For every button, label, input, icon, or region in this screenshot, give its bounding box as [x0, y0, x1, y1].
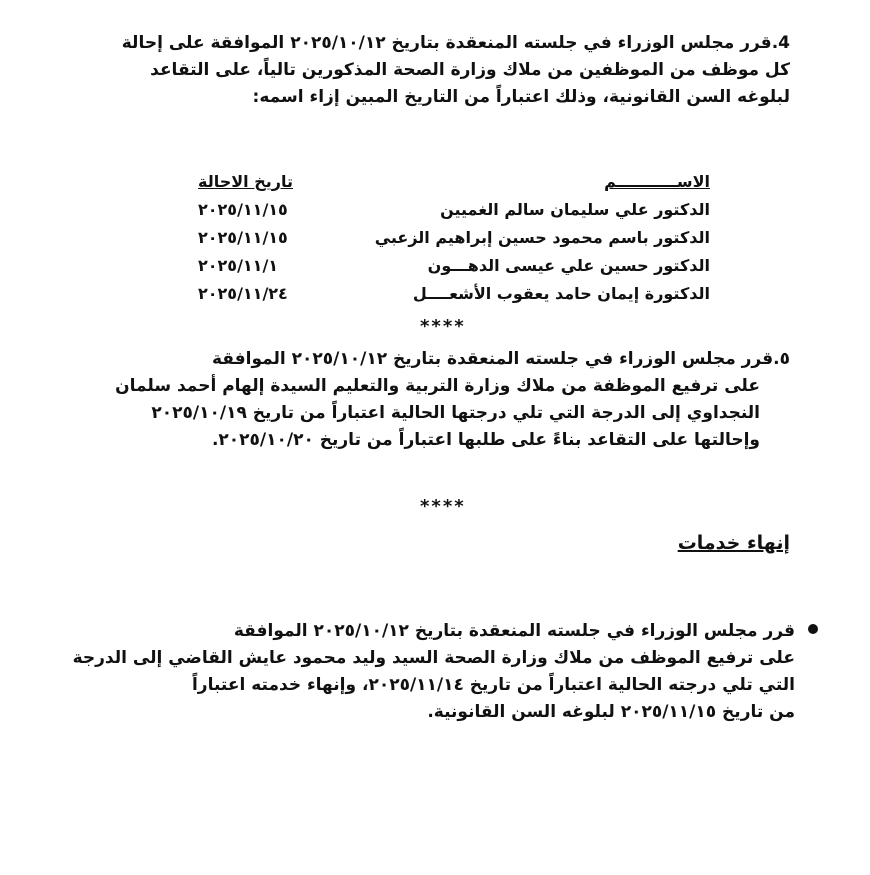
separator-2: **** [420, 496, 466, 517]
section-heading: إنهاء خدمات [677, 532, 790, 554]
header-date: تاريخ الاحالة [198, 172, 293, 191]
decision-6-paragraph [60, 618, 795, 726]
decision-6-line-1: قرر مجلس الوزراء في جلسته المنعقدة بتاريخ ٢٠٢٥/١٠/١٢ الموافقة [233, 621, 795, 641]
row-name: الدكتور علي سليمان سالم الغميين [440, 200, 710, 219]
header-name: الاســـــــــــم [604, 172, 710, 191]
decision-6-line-4: من تاريخ ٢٠٢٥/١١/١٥ لبلوغه السن القانونية. [427, 702, 795, 722]
decision-4-paragraph [60, 30, 790, 111]
table-row [190, 228, 710, 256]
retirement-table [190, 172, 710, 312]
table-header [190, 172, 710, 200]
separator-1: **** [420, 316, 466, 337]
row-date: ٢٠٢٥/١١/٢٤ [198, 284, 288, 303]
decision-6-line-2: على ترفيع الموظف من ملاك وزارة الصحة السيد وليد محمود عايش القاضي إلى الدرجة [72, 648, 795, 668]
row-date: ٢٠٢٥/١١/١٥ [198, 228, 288, 247]
table-row [190, 284, 710, 312]
decision-4-line-1: 4.قرر مجلس الوزراء في جلسته المنعقدة بتاريخ ٢٠٢٥/١٠/١٢ الموافقة على إحالة [121, 33, 790, 53]
decision-5-line-2: على ترفيع الموظفة من ملاك وزارة التربية والتعليم السيدة إلهام أحمد سلمان [115, 376, 760, 396]
table-row [190, 256, 710, 284]
row-date: ٢٠٢٥/١١/١ [198, 256, 279, 275]
decision-4-line-2: كل موظف من الموظفين من ملاك وزارة الصحة المذكورين تالياً، على التقاعد [150, 60, 790, 80]
decision-5-line-1: ٥.قرر مجلس الوزراء في جلسته المنعقدة بتاريخ ٢٠٢٥/١٠/١٢ الموافقة [211, 349, 790, 369]
row-date: ٢٠٢٥/١١/١٥ [198, 200, 288, 219]
decision-5-number: ٥. [773, 349, 790, 369]
row-name: الدكتور حسين علي عيسى الدهـــون [427, 256, 710, 275]
row-name: الدكتور باسم محمود حسين إبراهيم الزعبي [374, 228, 710, 247]
decision-5-line-4: وإحالتها على التقاعد بناءً على طلبها اعتباراً من تاريخ ٢٠٢٥/١٠/٢٠. [211, 430, 760, 450]
bullet-icon [808, 624, 818, 634]
table-row [190, 200, 710, 228]
decision-4-line-3: لبلوغه السن القانونية، وذلك اعتباراً من التاريخ المبين إزاء اسمه: [252, 87, 790, 107]
decision-6-line-3: التي تلي درجته الحالية اعتباراً من تاريخ ٢٠٢٥/١١/١٤، وإنهاء خدمته اعتباراً [191, 675, 795, 695]
decision-5-line-3: النجداوي إلى الدرجة التي تلي درجتها الحالية اعتباراً من تاريخ ٢٠٢٥/١٠/١٩ [151, 403, 760, 423]
decision-5-paragraph [60, 346, 790, 454]
row-name: الدكتورة إيمان حامد يعقوب الأشعــــل [412, 284, 710, 303]
decision-4-number: 4. [771, 33, 790, 53]
